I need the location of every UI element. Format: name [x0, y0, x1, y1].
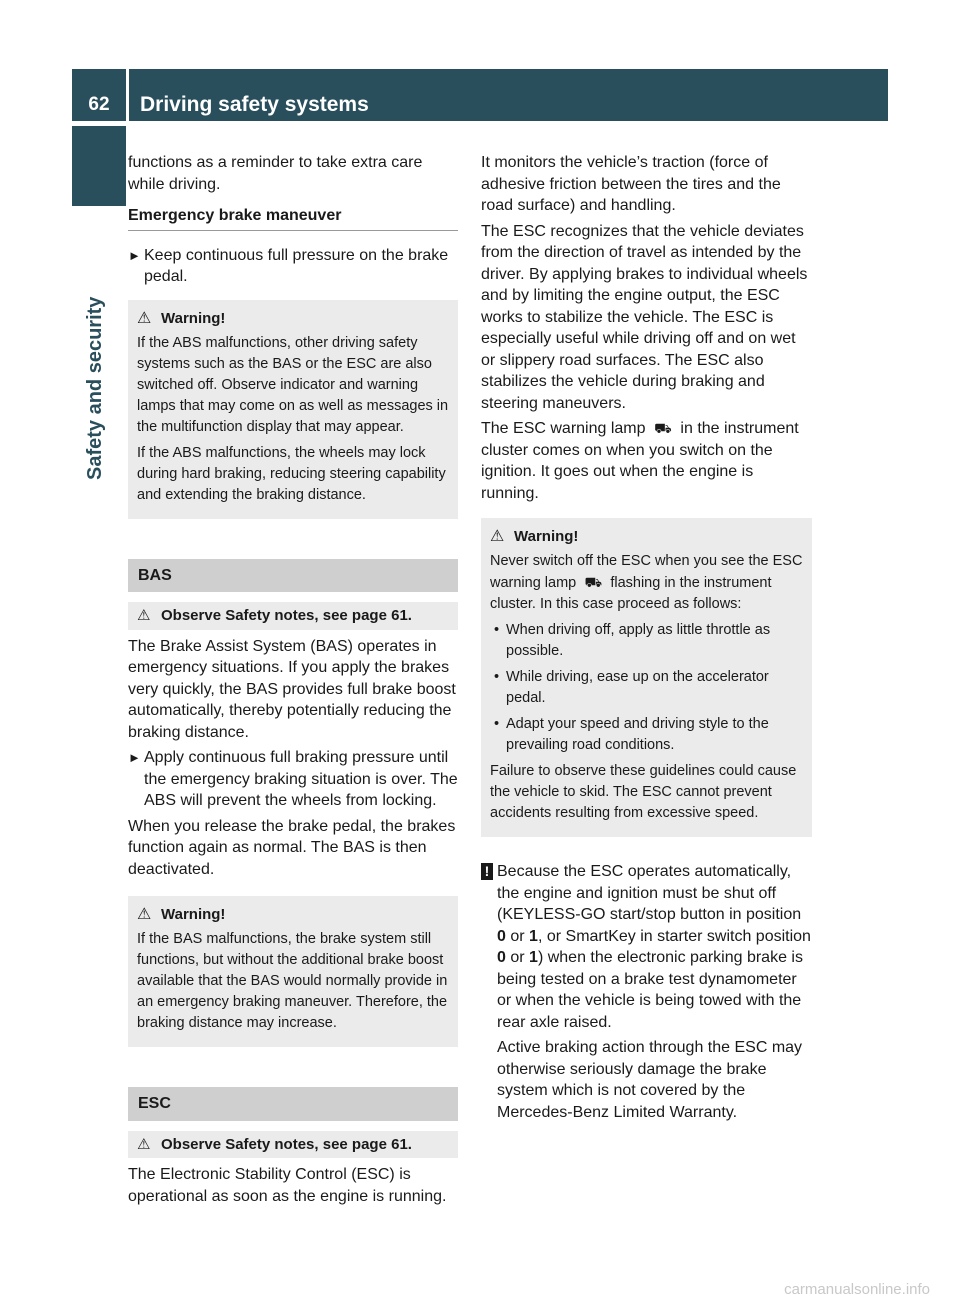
- chapter-title: Driving safety systems: [140, 93, 369, 116]
- exclamation-icon: !: [481, 863, 493, 880]
- text-span: The ESC warning lamp: [481, 420, 646, 437]
- bullet-icon: •: [494, 622, 500, 638]
- text-span: , or SmartKey in starter switch position: [537, 927, 811, 945]
- section-bas: BAS: [128, 559, 458, 593]
- warning-box: [481, 518, 812, 837]
- step-item: [128, 747, 458, 812]
- text-span: or: [510, 927, 525, 945]
- safety-notes-text: Observe Safety notes, see page 61.: [161, 1135, 412, 1153]
- header-divider: [126, 69, 129, 121]
- note-text: [497, 861, 812, 1033]
- position-value: 0: [497, 949, 506, 966]
- safety-notes-text: Observe Safety notes, see page 61.: [161, 607, 412, 624]
- text-span: in the instrument cluster comes on when you switch on the ignition. It goes out when the engine is running.: [481, 420, 799, 502]
- text-span: or: [510, 949, 525, 966]
- bullet-text: When driving off, apply as little throttle as possible.: [506, 622, 771, 659]
- text-span: Because the ESC operates automatically, the engine and ignition must be shut off (KEYLESS-GO start/stop button in position: [497, 863, 802, 923]
- page-number: 62: [88, 94, 110, 115]
- bullet-item: [490, 714, 804, 756]
- section-esc: ESC: [128, 1087, 458, 1121]
- bullet-icon: •: [494, 669, 500, 685]
- bullet-text: Adapt your speed and driving style to the prevailing road conditions.: [506, 716, 769, 753]
- warning-triangle-icon: ⚠: [137, 1135, 151, 1153]
- warning-text: Failure to observe these guidelines could cause the vehicle to skid. The ESC cannot prevent accidents resulting from excessive speed.: [490, 763, 797, 821]
- step-text: Apply continuous full braking pressure until the emergency braking situation is over. The ABS will prevent the wheels from locking.: [144, 749, 458, 809]
- warning-title: Warning!: [514, 528, 579, 545]
- esc-warning-lamp-icon: ⛟: [584, 574, 603, 590]
- warning-box: [128, 896, 458, 1047]
- warning-title: Warning!: [161, 309, 226, 327]
- right-column: [481, 152, 812, 1127]
- important-note: [481, 861, 812, 1123]
- step-arrow-icon: ►: [128, 750, 141, 765]
- warning-triangle-icon: ⚠: [490, 528, 505, 545]
- position-value: 1: [529, 927, 538, 945]
- warning-title: Warning!: [161, 906, 226, 923]
- body-text: The Brake Assist System (BAS) operates in emergency situations. If you apply the brakes very quickly, the BAS provides full brake boost automatically, thereby potentially reducing the braking distance.: [128, 637, 456, 741]
- esc-warning-lamp-icon: ⛟: [654, 420, 672, 436]
- safety-notes-link[interactable]: [128, 602, 458, 630]
- body-text: The Electronic Stability Control (ESC) is operational as soon as the engine is running.: [128, 1166, 447, 1205]
- warning-triangle-icon: ⚠: [137, 607, 151, 624]
- warning-text: [490, 551, 804, 615]
- bullet-item: [490, 620, 804, 662]
- position-value: 0: [497, 927, 506, 945]
- emergency-subhead: Emergency brake maneuver: [128, 205, 458, 231]
- left-column: [128, 152, 458, 1211]
- intro-text: functions as a reminder to take extra care while driving.: [128, 154, 423, 193]
- step-arrow-icon: ►: [128, 247, 141, 263]
- warning-text: If the ABS malfunctions, the wheels may lock during hard braking, reducing steering capability and extending the braking distance.: [137, 444, 446, 503]
- position-value: 1: [529, 949, 538, 966]
- text-span: flashing in the instrument cluster. In this case proceed as follows:: [490, 575, 772, 612]
- text-span: Never switch off the ESC when you see the ESC warning lamp: [490, 553, 803, 591]
- sidebar-tab: [72, 126, 126, 206]
- watermark: carmanualsonline.info: [784, 1281, 930, 1298]
- step-text: Keep continuous full pressure on the brake pedal.: [144, 246, 449, 285]
- text-span: ) when the electronic parking brake is being tested on a brake test dynamometer or when the vehicle is being towed with the rear axle raised.: [497, 949, 803, 1031]
- warning-box: [128, 300, 458, 519]
- bullet-icon: •: [494, 716, 500, 732]
- step-item: [128, 245, 458, 288]
- warning-heading: [137, 904, 450, 925]
- warning-triangle-icon: ⚠: [137, 309, 152, 327]
- bullet-item: [490, 667, 804, 709]
- warning-text: If the BAS malfunctions, the brake system still functions, but without the additional brake boost available that the BAS would normally provide in an emergency braking maneuver. Therefore, the braking distance may increase.: [137, 931, 448, 1031]
- body-text: It monitors the vehicle’s traction (force of adhesive friction between the tires and the road surface) and handling.: [481, 154, 781, 214]
- note-text: Active braking action through the ESC may otherwise seriously damage the brake system which is not covered by the Mercedes-Benz Limited Warranty.: [497, 1039, 803, 1121]
- bullet-text: While driving, ease up on the accelerator pedal.: [506, 669, 769, 706]
- warning-heading: [490, 526, 804, 547]
- safety-notes-link[interactable]: [128, 1131, 458, 1159]
- body-text: [481, 418, 812, 504]
- page-header: [72, 69, 888, 121]
- sidebar-label: Safety and security: [84, 296, 106, 480]
- warning-heading: [137, 308, 450, 329]
- body-text: When you release the brake pedal, the brakes function again as normal. The BAS is then deactivated.: [128, 817, 456, 878]
- body-text: The ESC recognizes that the vehicle deviates from the direction of travel as intended by the driver. By applying brakes to individual wheels and by limiting the engine output, the ESC works to stabilize the vehicle. The ESC is especially useful while driving off and on wet or slippery road surfaces. The ESC also stabilizes the vehicle during braking and steering maneuvers.: [481, 222, 808, 412]
- warning-text: If the ABS malfunctions, other driving safety systems such as the BAS or the ESC are also switched off. Observe indicator and warning lamps that may come on as well as messages in the multifunction display that may appear.: [137, 334, 449, 435]
- warning-triangle-icon: ⚠: [137, 906, 152, 923]
